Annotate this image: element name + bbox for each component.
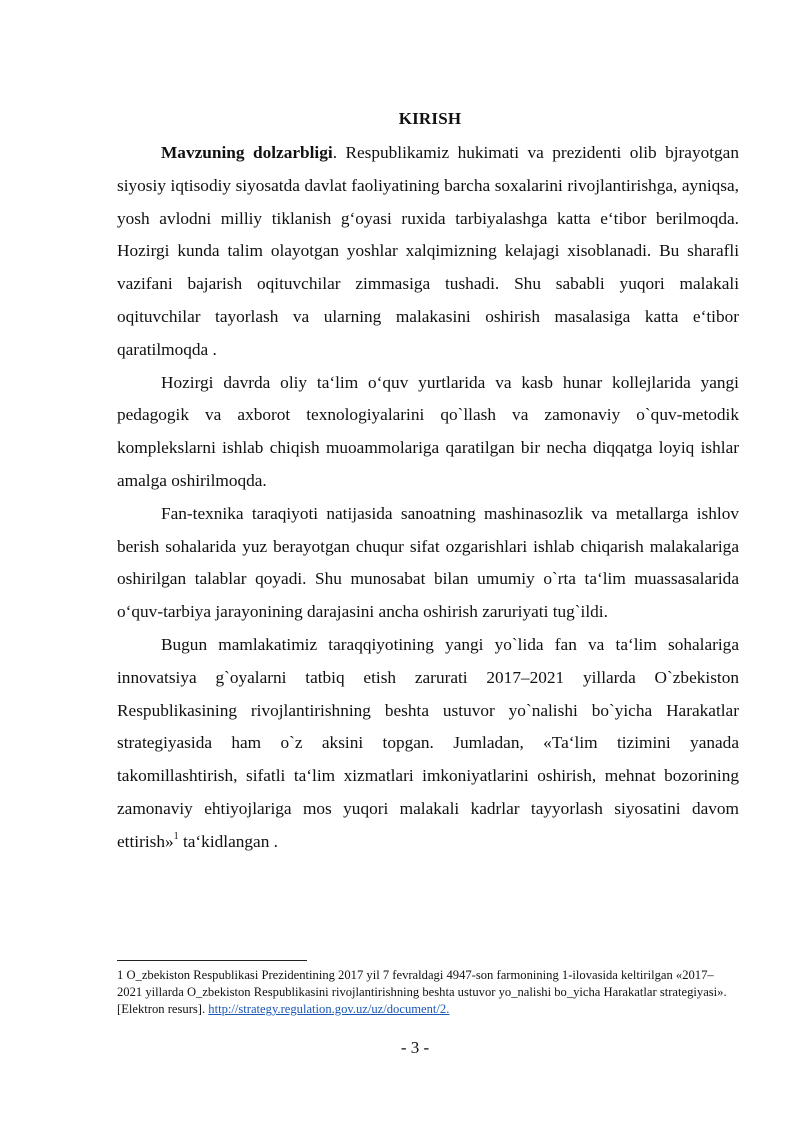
paragraph-tail: ta‘kidlangan . [178, 831, 278, 851]
paragraph-text: Fan-texnika taraqiyoti natijasida sanoatning mashinasozlik va metallarga ishlov berish sohalarida yuz berayotgan chuqur sifat ozgarishlari ishlab chiqarish malakalariga oshirilgan talablar qoyadi. Shu munosabat bilan umumiy o`rta ta‘lim muassasalarida o‘quv-tarbiya jarayonining darajasini ancha oshirish zaruriyati tug`ildi. [117, 503, 739, 622]
paragraph-text: Bugun mamlakatimiz taraqqiyotining yangi yo`lida fan va ta‘lim sohalariga innovatsiya g`oyalarni tatbiq etish zarurati 2017–2021 yillarda O`zbekiston Respublikasining rivojlantirishning beshta ustuvor yo`nalishi bo`yicha Harakatlar strategiyasida ham o`z aksini topgan. Jumladan, «Ta‘lim tizimini yanada takomillashtirish, sifatli ta‘lim xizmatlari imkoniyatlarini oshirish, mehnat bozorining zamonaviy ehtiyojlariga mos yuqori malakali kadrlar tayyorlash siyosatini davom ettirish» [117, 634, 739, 851]
paragraph-relevance [117, 137, 739, 367]
footnote-separator [117, 960, 307, 961]
footnote-reference[interactable]: 1 [173, 830, 179, 842]
body-text [117, 137, 739, 859]
footnote-link[interactable]: http://strategy.regulation.gov.uz/uz/document/2. [208, 1002, 450, 1016]
footnote-text: 1 O_zbekiston Respublikasi Prezidentining 2017 yil 7 fevraldagi 4947-son farmonining 1-ilovasida keltirilgan «2017– 2021 yillarda O_zbekiston Respublikasini rivojlantirishning beshta ustuvor yo_nalishi bo_yicha Harakatlar strategiyasi».[Elektron resurs]. [117, 968, 727, 1016]
footnote [117, 967, 742, 1018]
page-title: KIRISH [398, 109, 462, 128]
paragraph-strategy [117, 629, 739, 859]
relevance-lead: Mavzuning dolzarbligi [161, 143, 333, 162]
page-number: - 3 - [400, 1038, 430, 1057]
paragraph-text: Hozirgi davrda oliy ta‘lim o‘quv yurtlarida va kasb hunar kollejlarida yangi pedagogik va axborot texnologiyalarini qo`llash va zamonaviy o`quv-metodik komplekslarni ishlab chiqish muoammolariga qaratilgan bir necha diqqatga loyiq ishlar amalga oshirilmoqda. [117, 372, 739, 490]
paragraph-text: . Respublikamiz hukimati va prezidenti olib bjrayotgan siyosiy iqtisodiy siyosatda davlat faoliyatining barcha soxalarini rivojlantirishga, ayniqsa, yosh avlodni milliy tiklanish g‘oyasi ruxida tarbiyalashga katta e‘tibor berilmoqda. Hozirgi kunda talim olayotgan yoshlar xalqimizning kelajagi xisoblanadi. Bu sharafli vazifani bajarish oqituvchilar zimmasiga tushadi. Shu sababli yuqori malakali oqituvchilar tayorlash va ularning malakasini oshirish masalasiga katta e‘tibor qaratilmoqda . [117, 143, 739, 359]
